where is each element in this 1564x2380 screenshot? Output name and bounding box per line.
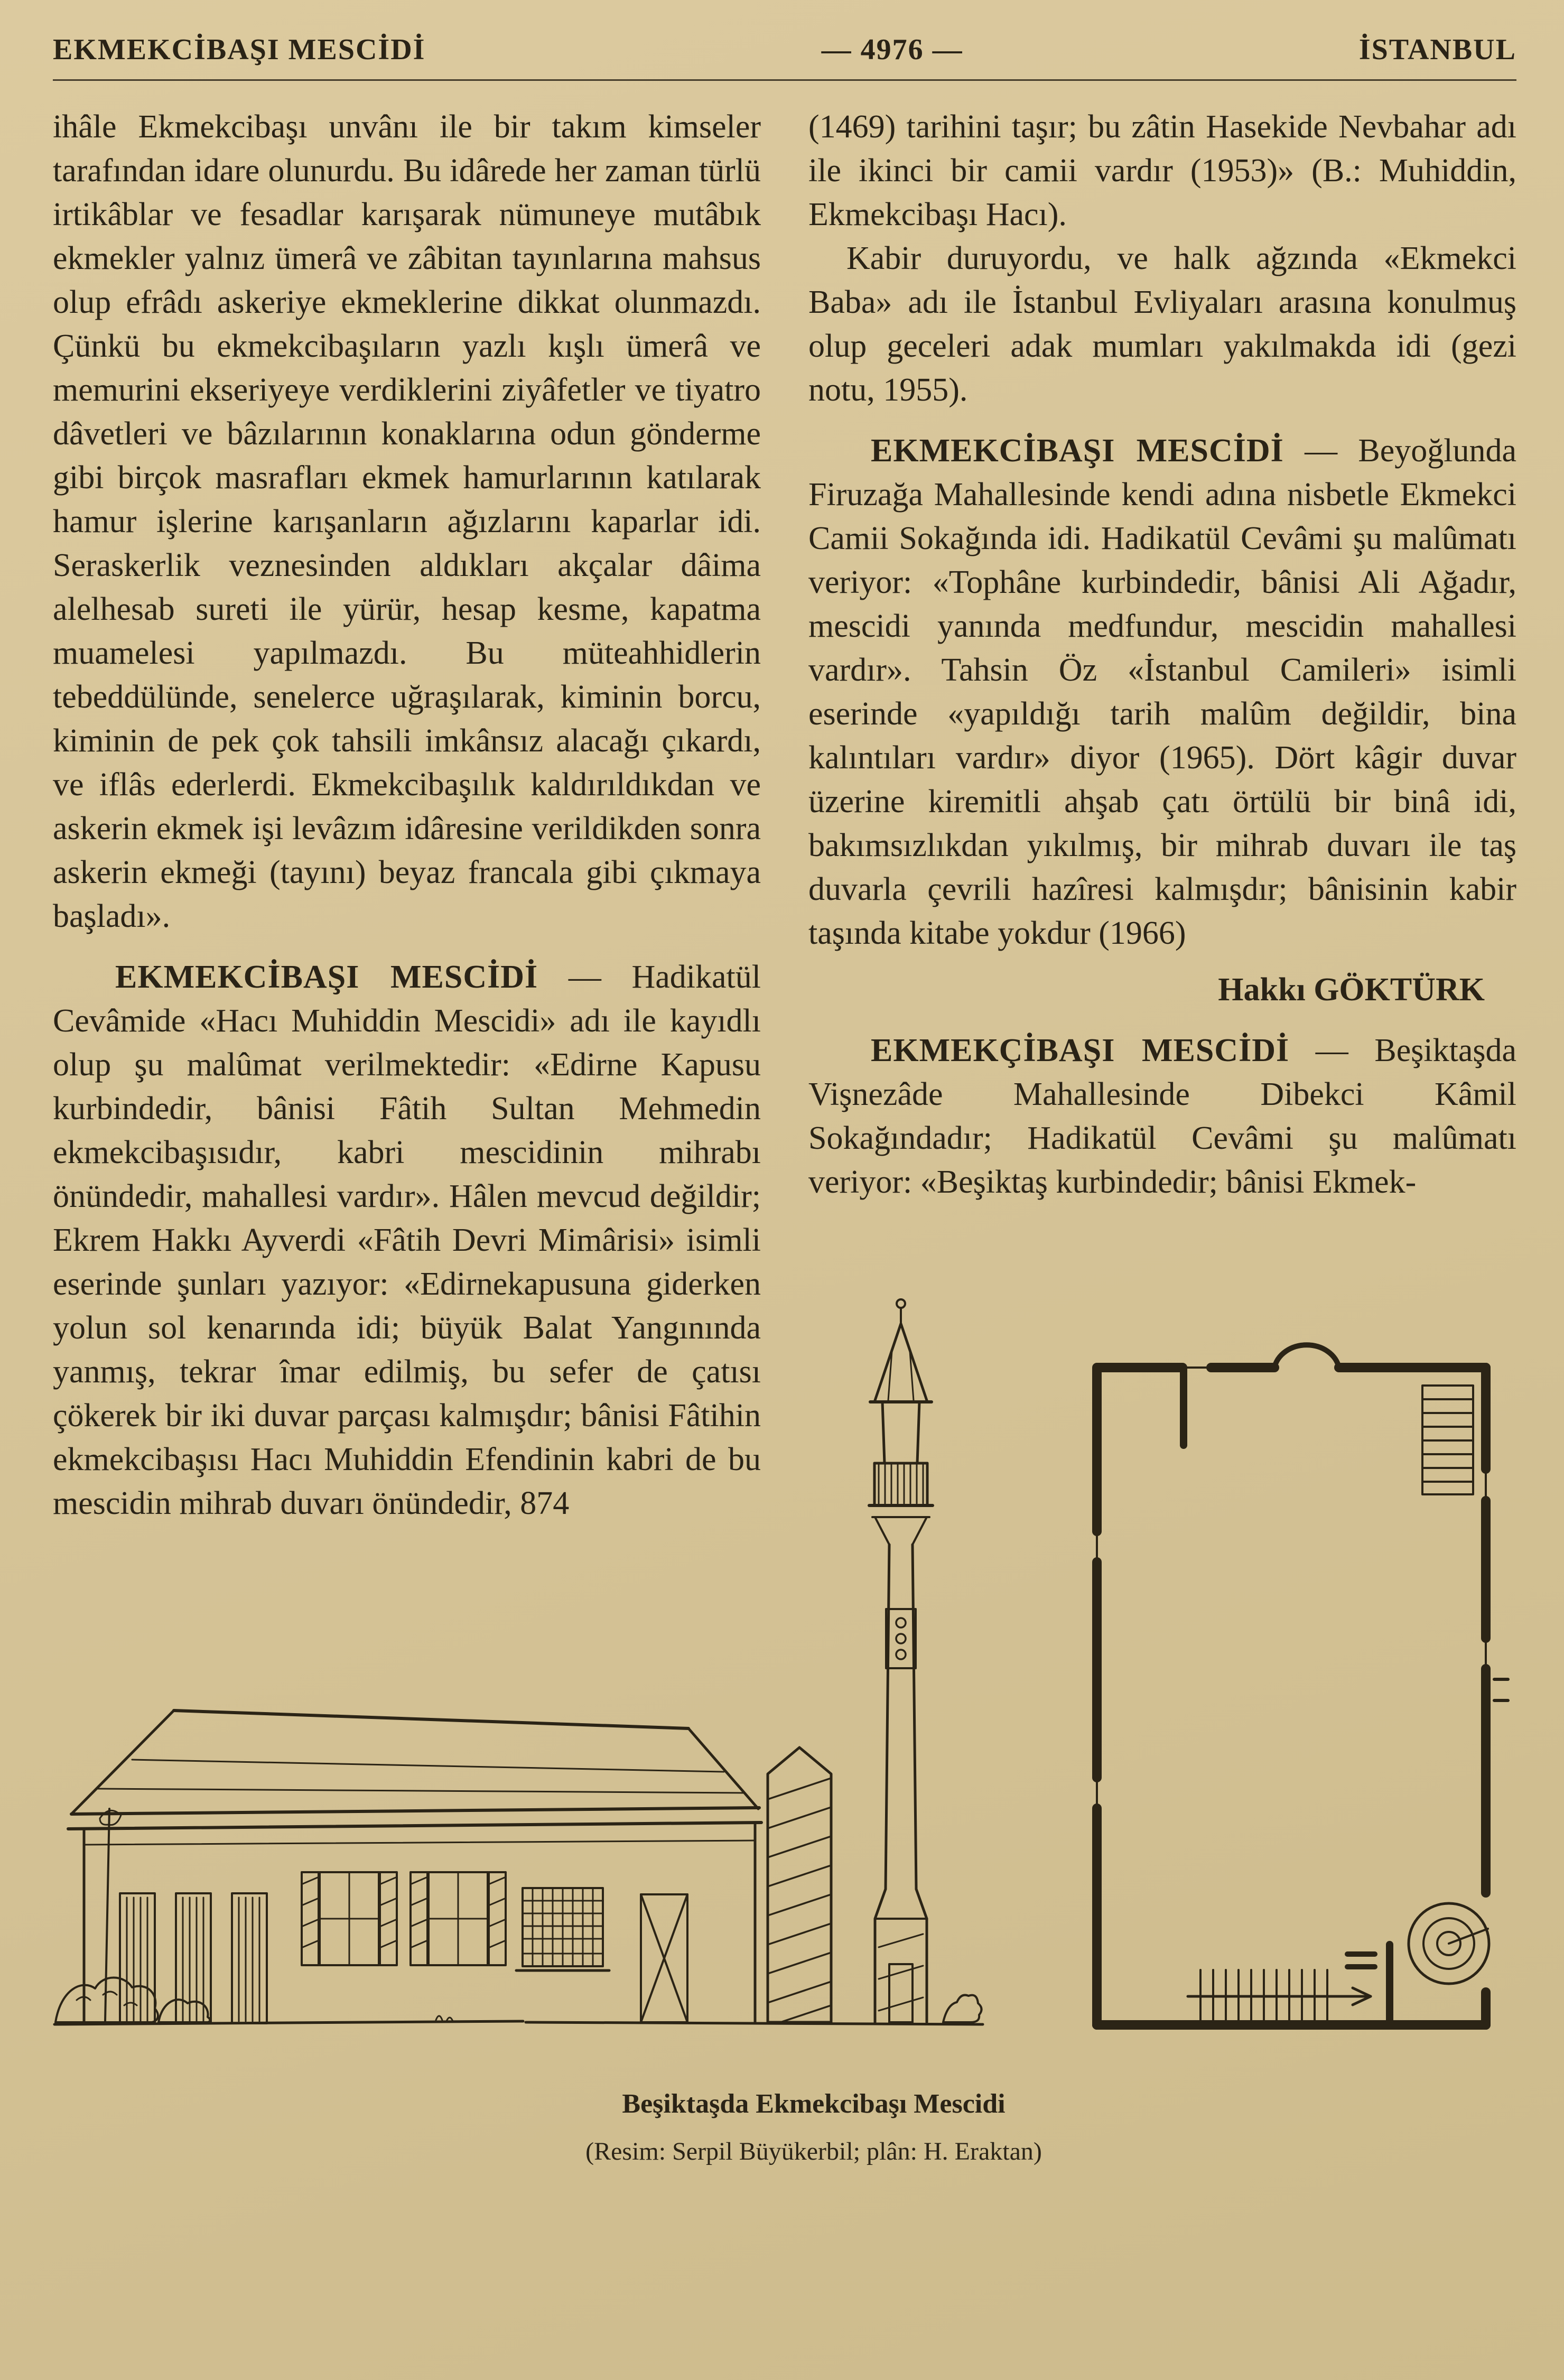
author-signature: Hakkı GÖKTÜRK: [1218, 972, 1485, 1008]
mosque-illustration: [45, 1292, 991, 2053]
entry-besiktas: [808, 1029, 1516, 1204]
figure-caption: Beşiktaşda Ekmekcibaşı Mescidi: [622, 2089, 1006, 2119]
building-drawing: [54, 1710, 983, 2024]
entry-beyoglu: [808, 429, 1516, 955]
floor-plan: [1051, 1337, 1516, 2056]
plan-stairs: [1188, 1386, 1489, 2022]
header-rule: [53, 79, 1516, 81]
page-number: — 4976 —: [821, 33, 963, 66]
entry-body: — Beşiktaşda Vişnezâde Mahallesinde Dibekci Kâmil Sokağındadır; Hadikatül Cevâmi şu malûmatı veriyor: «Beşiktaş kurbindedir; bânisi Ekmek-: [808, 1033, 1516, 1200]
continuation-paragraph: (1469) tarihini taşır; bu zâtin Hasekide Nevbahar adı ile ikinci bir camii vardır (1953)» (B.: Muhiddin, Ekmekcibaşı Hacı).: [808, 109, 1516, 233]
figure-credit: (Resim: Serpil Büyükerbil; plân: H. Eraktan): [585, 2137, 1042, 2165]
entry-body: — Hadikatül Cevâmide «Hacı Muhiddin Mescidi» adı ile kayıdlı olup şu malûmat verilmektedir: «Edirne Kapusu kurbindedir, bânisi Fâtih Sultan Mehmedin ekmekcibaşısıdır, kabri mescidinin mihrabı önündedir, mahallesi vardır». Hâlen mevcud değildir; Ekrem Hakkı Ayverdi «Fâtih Devri Mimârisi» isimli eserinde şunları yazıyor: «Edirnekapusuna giderken yolun sol kenarında idi; büyük Balat Yangınında yanmış, tekrar îmar edilmiş, bu sefer de çatısı çökerek bir iki duvar parçası kalmışdır; bânisi Fâtihin ekmekcibaşısı Hacı Muhiddin Efendinin kabri de bu mescidin mihrab duvarı önündedir, 874: [53, 959, 761, 1521]
kabir-paragraph: Kabir duruyordu, ve halk ağzında «Ekmekci Baba» adı ile İstanbul Evliyaları arasına konulmuş olup geceleri adak mumları yakılmakda idi (gezi notu, 1955).: [808, 240, 1516, 408]
entry-heading: EKMEKÇİBAŞI MESCİDİ: [871, 1033, 1290, 1068]
continuation-paragraph: ihâle Ekmekcibaşı unvânı ile bir takım kimseler tarafından idare olunurdu. Bu idârede her zaman türlü irtikâblar ve fesadlar karışarak nümuneye mutâbık ekmekler yalnız ümerâ ve zâbitan tayınlarına mahsus olup efrâdı askeriye ekmeklerine dikkat olunmazdı. Çünkü bu ekmekcibaşıların yazlı kışlı ümerâ ve memurini ekseriyeye verdiklerini ziyâfetler ve tiyatro dâvetleri ve bâzılarının konaklarına odun gönderme gibi birçok masrafları ekmek hamurlarının katılarak hamur işlerine karışanların ağızlarını kaparlar idi. Seraskerlik veznesinden aldıkları akçalar dâima alelhesab sureti ile yürür, hesap kesme, kapatma muamelesi yapılmazdı. Bu müteahhidlerin tebeddülünde, senelerce uğraşılarak, kiminin borcu, kiminin de pek çok tahsili imkânsız alacağı çıkardı, ve iflâs ederlerdi. Ekmekcibaşılık kaldırıldıkdan ve askerin ekmek işi levâzım idâresine verildikden sonra askerin ekmeği (tayını) beyaz francala gibi çıkmaya başladı».: [53, 109, 761, 934]
page-header: [53, 33, 1516, 67]
entry-heading: EKMEKCİBAŞI MESCİDİ: [871, 433, 1284, 469]
running-title: EKMEKCİBAŞI MESCİDİ: [53, 33, 426, 66]
minaret-drawing: [869, 1299, 933, 2022]
entry-heading: EKMEKCİBAŞI MESCİDİ: [115, 959, 538, 995]
plan-walls: [1097, 1345, 1508, 2025]
entry-body: — Beyoğlunda Firuzağa Mahallesinde kendi adına nisbetle Ekmekci Camii Sokağında idi. Hadikatül Cevâmi şu malûmatı veriyor: «Tophâne kurbindedir, bânisi Ali Ağadır, mescidi yanında medfundur, mescidin mahallesi vardır». Tahsin Öz «İstanbul Camileri» isimli eserinde «yapıldığı tarih malûm değildir, bina kalıntıları vardır» diyor (1965). Dört kâgir duvar üzerine kiremitli ahşab çatı örtülü bir binâ idi, bakımsızlıkdan yıkılmış, bir mihrab duvarı ile taş duvarla çevrili hazîresi kalmışdır; bânisinin kabir taşında kitabe yokdur (1966): [808, 433, 1516, 951]
volume-city: İSTANBUL: [1358, 33, 1516, 66]
foliage-drawing: [55, 1809, 982, 2022]
